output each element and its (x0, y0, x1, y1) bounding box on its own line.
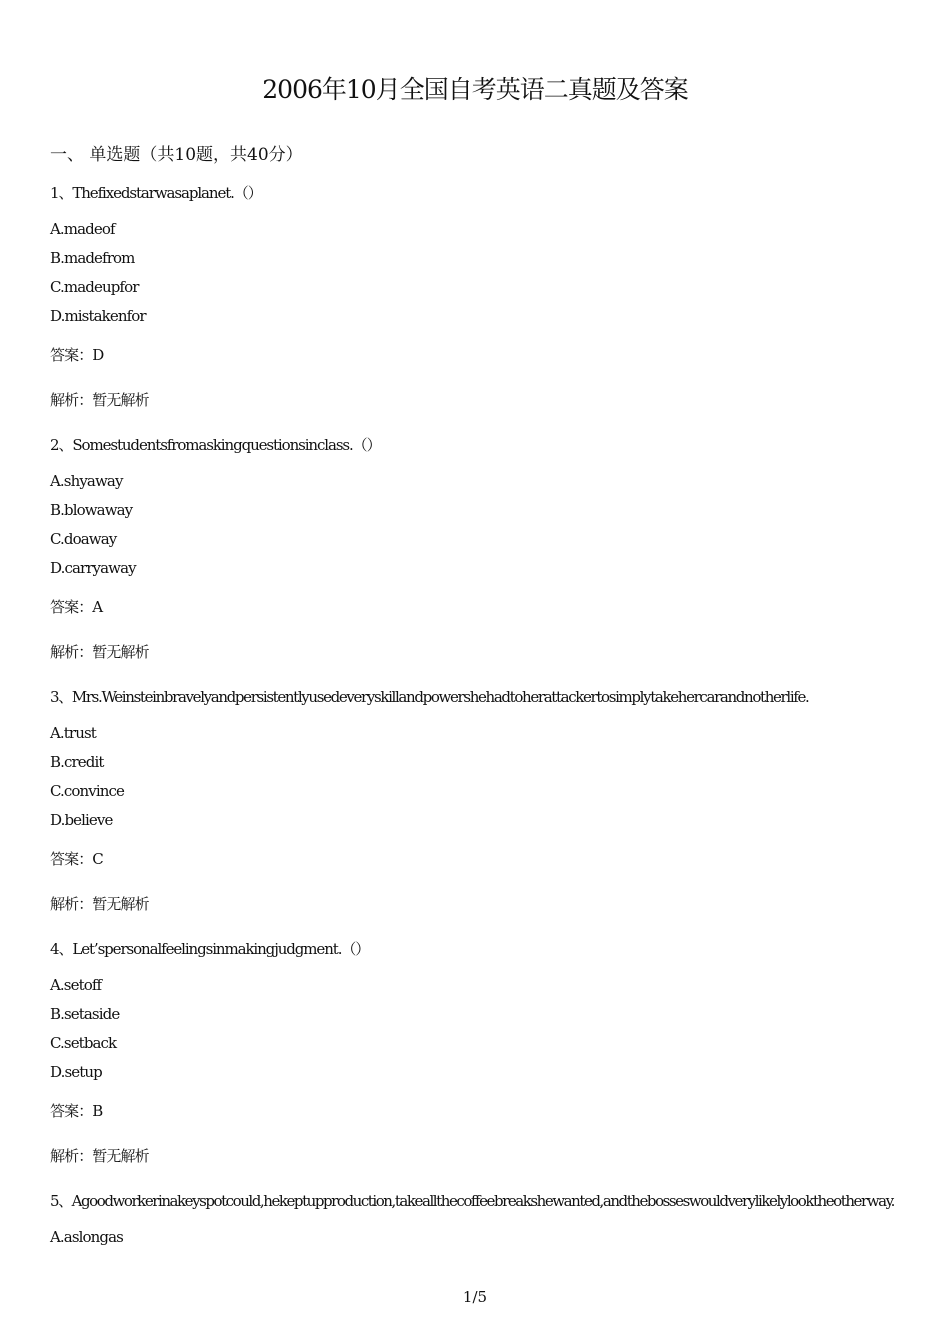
question-2-answer: 答案：A (50, 598, 103, 616)
question-1-text: 1、Thefixedstarwasaplanet.（） (50, 184, 262, 202)
question-2-option-d: D.carryaway (50, 559, 136, 577)
question-2-analysis: 解析：暂无解析 (50, 643, 149, 661)
question-1-option-b: B.madefrom (50, 249, 135, 267)
question-2-option-c: C.doaway (50, 530, 117, 548)
question-3-text: 3、Mrs.Weinsteinbravelyandpersistentlyusedeveryskillandpowershehadtoherattackertosimplytakehercarandnotherlife. (50, 688, 809, 706)
page-number: 1/5 (462, 1288, 488, 1306)
question-3-option-b: B.credit (50, 753, 104, 771)
question-3-option-a: A.trust (50, 724, 96, 742)
question-4-text: 4、Let’spersonalfeelingsinmakingjudgment.（） (50, 940, 370, 958)
question-3-analysis: 解析：暂无解析 (50, 895, 149, 913)
question-3-option-d: D.believe (50, 811, 113, 829)
question-2-text: 2、Somestudentsfromaskingquestionsinclass.（） (50, 436, 381, 454)
question-5-text: 5、Agoodworkerinakeyspotcould,hekeptupproduction,takeallthecoffeebreakshewanted,andthebosseswouldverylikelylooktheotherway. (50, 1192, 894, 1210)
question-4-answer: 答案：B (50, 1102, 103, 1120)
section-heading: 一、 单选题（共10题，共40分） (50, 145, 303, 165)
question-4-option-c: C.setback (50, 1034, 117, 1052)
question-4-option-b: B.setaside (50, 1005, 120, 1023)
question-1-option-d: D.mistakenfor (50, 307, 146, 325)
question-1-analysis: 解析：暂无解析 (50, 391, 149, 409)
question-1-option-a: A.madeof (50, 220, 115, 238)
question-5-option-a: A.aslongas (50, 1228, 123, 1246)
question-4-option-a: A.setoff (50, 976, 102, 994)
question-2-option-a: A.shyaway (50, 472, 123, 490)
question-3-answer: 答案：C (50, 850, 103, 868)
question-2-option-b: B.blowaway (50, 501, 133, 519)
document-title: 2006年10月全国自考英语二真题及答案 (262, 75, 688, 104)
question-1-answer: 答案：D (50, 346, 104, 364)
question-3-option-c: C.convince (50, 782, 125, 800)
question-4-analysis: 解析：暂无解析 (50, 1147, 149, 1165)
question-4-option-d: D.setup (50, 1063, 102, 1081)
question-1-option-c: C.madeupfor (50, 278, 139, 296)
